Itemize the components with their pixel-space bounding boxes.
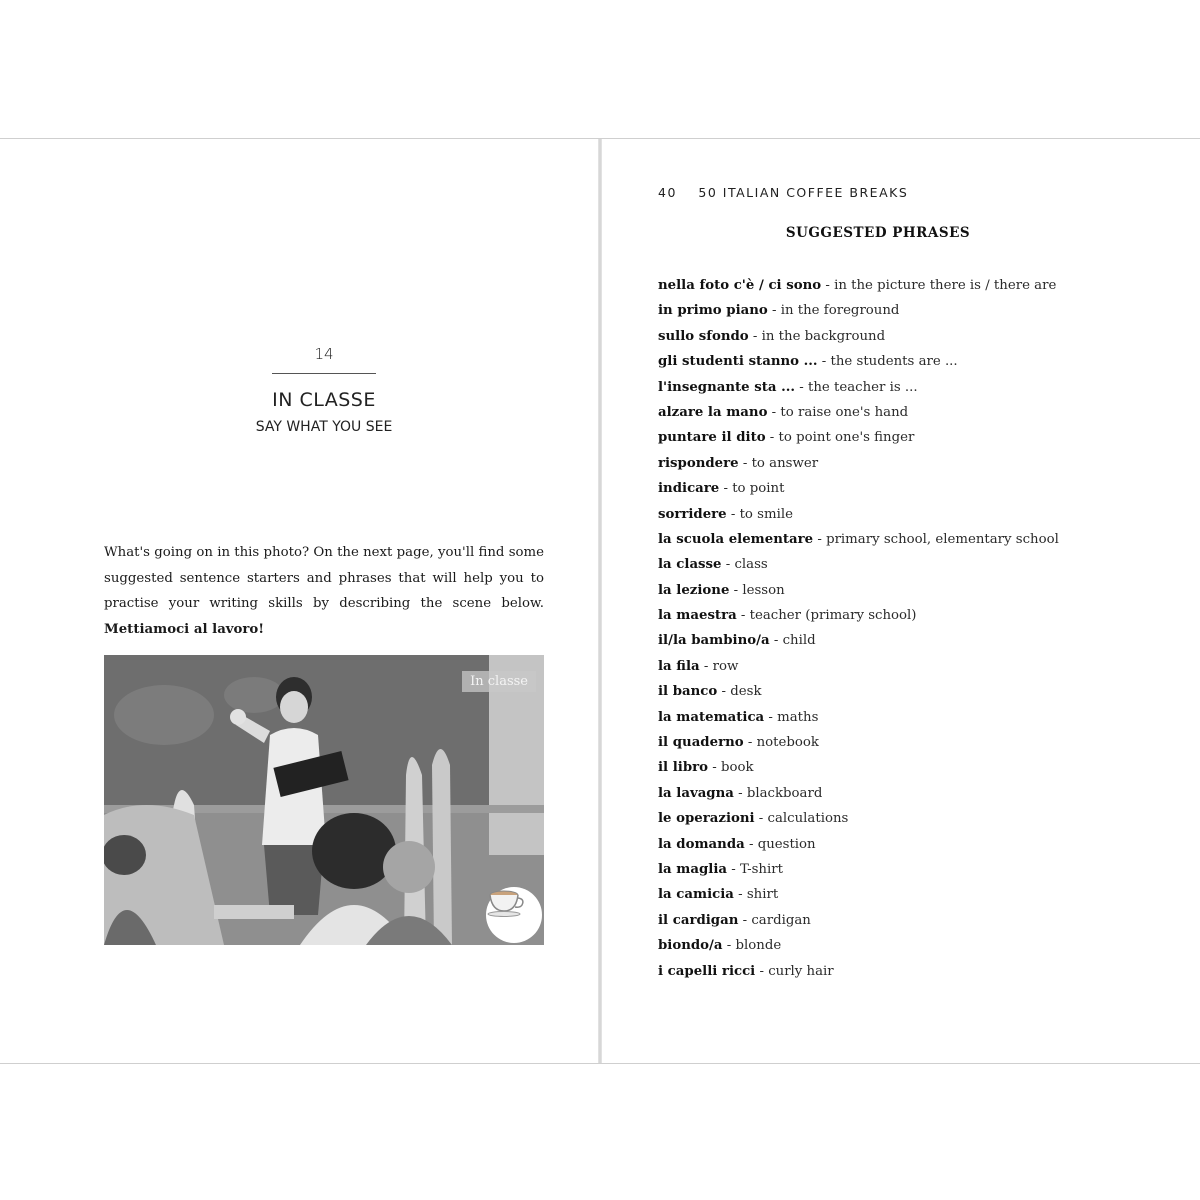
phrase-term: alzare la mano [658, 404, 768, 420]
phrase-item: in primo piano - in the foreground [658, 303, 900, 319]
phrase-term: il quaderno [658, 735, 744, 751]
phrase-term: biondo/a [658, 938, 723, 954]
phrase-item: rispondere - to answer [658, 455, 819, 471]
phrase-item: il quaderno - notebook [658, 735, 819, 751]
phrase-term: le operazioni [658, 811, 755, 827]
phrase-item: il cardigan - cardigan [658, 912, 811, 928]
phrase-item: il/la bambino/a - child [658, 633, 816, 649]
phrase-item: alzare la mano - to raise one's hand [658, 404, 909, 420]
phrase-meaning: blonde [735, 938, 782, 954]
phrase-term: il libro [658, 760, 709, 776]
book-spread [0, 138, 1200, 1064]
phrase-term: puntare il dito [658, 430, 766, 446]
phrase-meaning: to smile [739, 506, 793, 522]
phrase-term: la fila [658, 658, 700, 674]
phrase-term: la lezione [658, 582, 730, 598]
phrase-meaning: curly hair [768, 963, 834, 979]
phrase-meaning: the teacher is ... [807, 379, 918, 395]
phrase-item: la classe - class [658, 557, 768, 573]
phrase-term: sullo sfondo [658, 328, 749, 344]
phrase-term: la maglia [658, 861, 727, 877]
phrase-term: la camicia [658, 887, 734, 903]
phrase-meaning: class [734, 557, 768, 573]
phrase-item: l'insegnante sta ... - the teacher is ... [658, 379, 918, 395]
page-number: 40 [658, 185, 677, 200]
classroom-photo-illustration [104, 655, 544, 945]
phrase-item: la camicia - shirt [658, 887, 779, 903]
phrase-item: indicare - to point [658, 481, 785, 497]
phrase-item: la matematica - maths [658, 709, 819, 725]
phrase-term: sorridere [658, 506, 727, 522]
book-title-header: 50 ITALIAN COFFEE BREAKS [698, 185, 909, 200]
phrase-meaning: teacher (primary school) [749, 608, 917, 624]
phrase-meaning: desk [730, 684, 762, 700]
phrase-item: sorridere - to smile [658, 506, 793, 522]
phrase-item: il libro - book [658, 760, 754, 776]
phrase-term: indicare [658, 481, 720, 497]
phrase-item: sullo sfondo - in the background [658, 328, 886, 344]
phrase-term: la maestra [658, 608, 737, 624]
phrase-item: gli studenti stanno ... - the students are ... [658, 354, 958, 370]
intro-paragraph [104, 540, 544, 642]
intro-text: What's going on in this photo? On the next page, you'll find some suggested sentence starters and phrases that will help you to practise your writing skills by describing the scene below. [104, 545, 544, 612]
phrase-term: il/la bambino/a [658, 633, 770, 649]
phrase-item: il banco - desk [658, 684, 762, 700]
phrase-meaning: row [712, 658, 739, 674]
phrase-meaning: T-shirt [739, 861, 783, 877]
phrase-item: la maglia - T-shirt [658, 861, 783, 877]
phrase-meaning: question [757, 836, 816, 852]
left-page [0, 139, 598, 1063]
chapter-divider [272, 373, 376, 374]
phrase-meaning: shirt [746, 887, 779, 903]
phrase-item: la maestra - teacher (primary school) [658, 608, 917, 624]
phrase-meaning: to raise one's hand [780, 404, 909, 420]
phrase-item: la fila - row [658, 658, 739, 674]
phrase-term: la matematica [658, 709, 765, 725]
classroom-photo [104, 655, 544, 945]
phrase-term: il banco [658, 684, 718, 700]
phrase-term: la scuola elementare [658, 531, 814, 547]
phrase-term: la classe [658, 557, 722, 573]
phrase-item: puntare il dito - to point one's finger [658, 430, 915, 446]
phrase-meaning: blackboard [746, 785, 823, 801]
phrase-item: la domanda - question [658, 836, 816, 852]
chapter-subtitle: SAY WHAT YOU SEE [255, 419, 393, 435]
phrase-item: la lezione - lesson [658, 582, 785, 598]
phrase-meaning: to point [732, 481, 785, 497]
phrase-item: i capelli ricci - curly hair [658, 963, 834, 979]
phrase-term: l'insegnante sta ... [658, 379, 796, 395]
right-page [602, 139, 1200, 1063]
coffee-cup-icon [486, 887, 542, 943]
photo-caption-tag: In classe [462, 671, 536, 692]
phrase-meaning: book [720, 760, 754, 776]
phrase-item: la lavagna - blackboard [658, 785, 823, 801]
chapter-number: 14 [314, 345, 334, 363]
phrase-item: la scuola elementare - primary school, elementary school [658, 531, 1059, 547]
phrase-term: il cardigan [658, 912, 739, 928]
phrase-meaning: child [782, 633, 816, 649]
phrase-meaning: in the foreground [780, 303, 900, 319]
phrase-meaning: cardigan [751, 912, 811, 928]
phrase-list [658, 273, 1188, 984]
phrase-meaning: primary school, elementary school [826, 531, 1059, 547]
phrase-meaning: in the background [761, 328, 886, 344]
phrase-term: gli studenti stanno ... [658, 354, 818, 370]
phrase-meaning: notebook [756, 735, 819, 751]
chapter-title: IN CLASSE [272, 389, 376, 411]
phrase-item: nella foto c'è / ci sono - in the picture there is / there are [658, 278, 1057, 293]
phrase-term: la domanda [658, 836, 745, 852]
phrase-item: biondo/a - blonde [658, 938, 782, 954]
running-head [658, 185, 908, 200]
phrase-term: la lavagna [658, 785, 734, 801]
phrase-meaning: to answer [751, 455, 819, 471]
section-heading: SUGGESTED PHRASES [785, 225, 971, 241]
phrase-item: le operazioni - calculations [658, 811, 849, 827]
phrase-term: in primo piano [658, 303, 768, 319]
coffee-cup-glyph [486, 887, 526, 917]
phrase-meaning: in the picture there is / there are [834, 278, 1057, 293]
phrase-term: rispondere [658, 455, 739, 471]
phrase-term: i capelli ricci [658, 963, 756, 979]
phrase-term: nella foto c'è / ci sono [658, 278, 822, 293]
intro-call-to-action: Mettiamoci al lavoro! [104, 621, 265, 637]
phrase-meaning: maths [777, 709, 819, 725]
phrase-meaning: calculations [767, 811, 849, 827]
phrase-meaning: to point one's finger [778, 430, 915, 446]
phrase-meaning: lesson [742, 582, 785, 598]
phrase-meaning: the students are ... [830, 354, 958, 370]
